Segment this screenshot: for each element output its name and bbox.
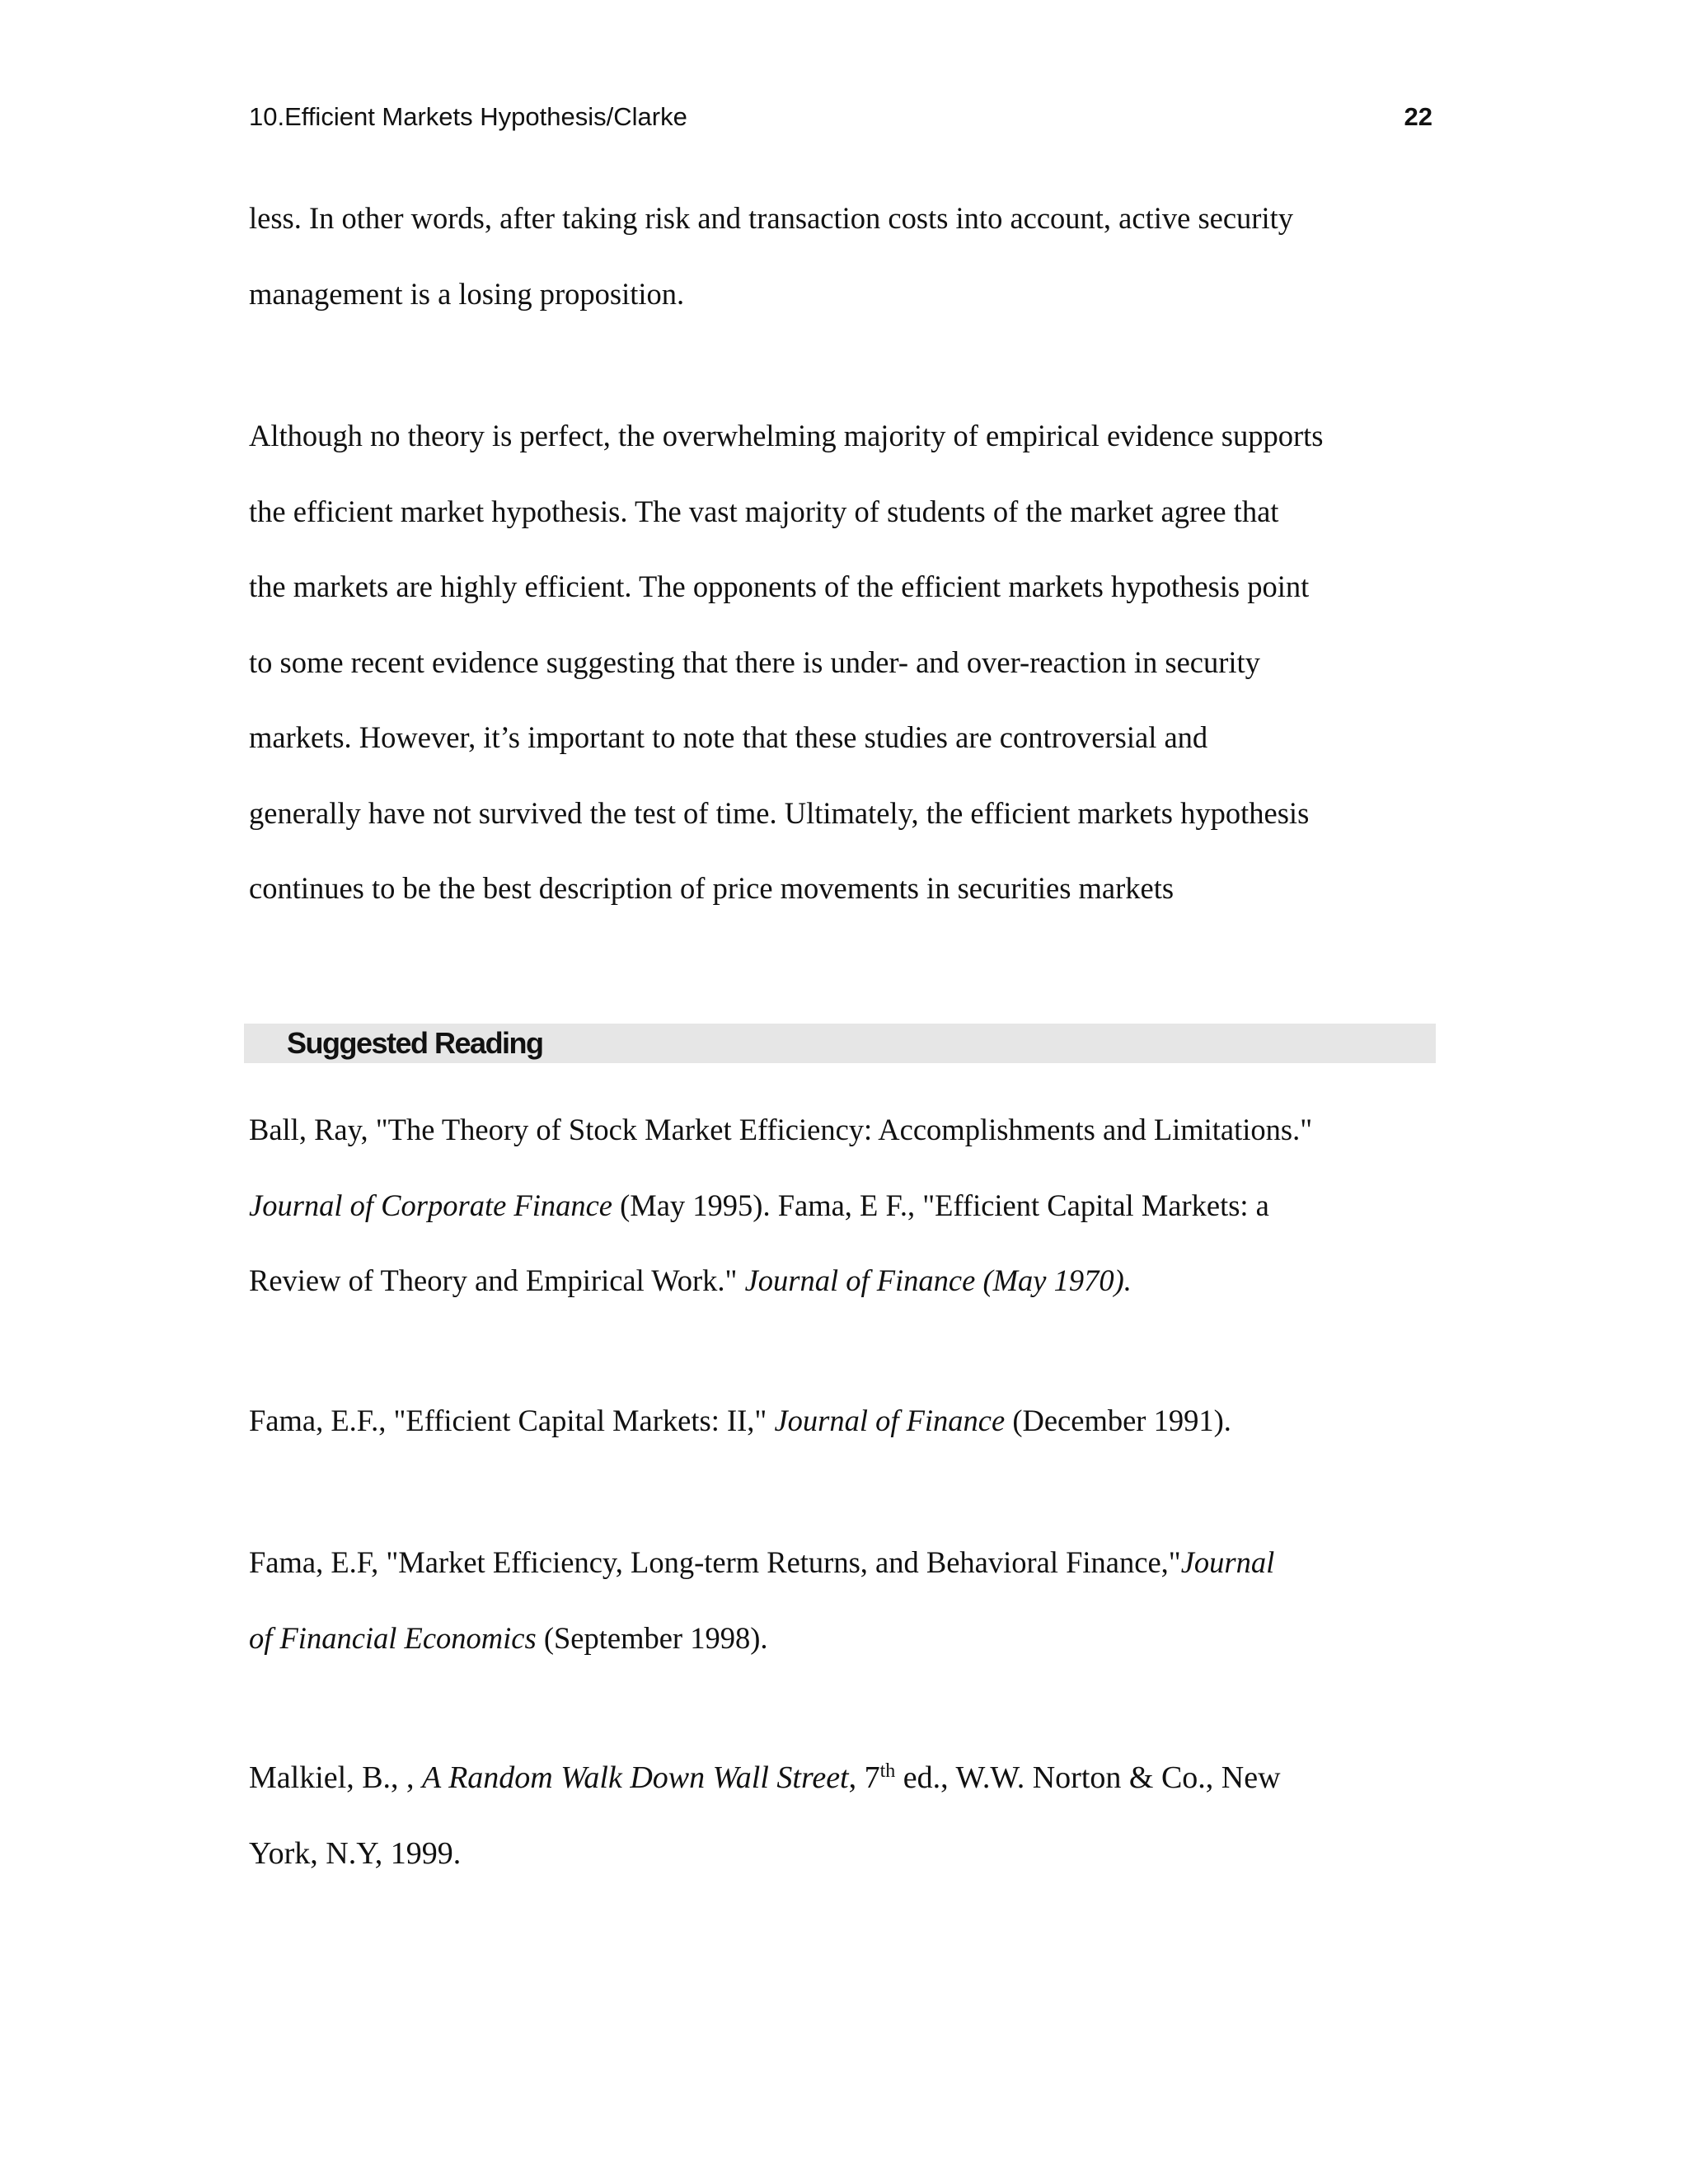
- section-title: Suggested Reading: [287, 1026, 543, 1060]
- reference-text: (December 1991).: [1005, 1404, 1231, 1437]
- paragraph-line: markets. However, it’s important to note that these studies are controversial and: [249, 720, 1208, 754]
- journal-title: Journal of Finance: [774, 1404, 1006, 1437]
- journal-title: Journal: [1180, 1545, 1275, 1579]
- edition-superscript: th: [879, 1760, 896, 1782]
- reference-fama-1991: [249, 1383, 1370, 1459]
- paragraph-line: the markets are highly efficient. The opponents of the efficient markets hypothesis point: [249, 569, 1310, 603]
- reference-line: [249, 1383, 1370, 1459]
- reference-line: Ball, Ray, "The Theory of Stock Market Efficiency: Accomplishments and Limitations.": [249, 1113, 1313, 1146]
- reference-line: [249, 1601, 1370, 1676]
- reference-text: (September 1998).: [536, 1620, 768, 1655]
- paragraph-line: Although no theory is perfect, the overwhelming majority of empirical evidence supports: [249, 419, 1324, 452]
- reference-text: , 7: [848, 1760, 880, 1795]
- reference-line: [249, 1741, 1370, 1816]
- reference-line: [249, 1168, 1370, 1244]
- journal-title: Journal of Finance (May 1970).: [744, 1263, 1132, 1297]
- paragraph-1: [249, 180, 1370, 331]
- reference-ball-1995: [249, 1092, 1370, 1319]
- paragraph-2: [249, 398, 1370, 926]
- journal-title: Journal of Corporate Finance: [249, 1188, 612, 1222]
- reference-line: York, N.Y, 1999.: [249, 1835, 462, 1871]
- paragraph-line: management is a losing proposition.: [249, 276, 685, 311]
- book-title: A Random Walk Down Wall Street: [422, 1760, 849, 1795]
- page-number: 22: [1404, 102, 1432, 131]
- paragraph-line: the efficient market hypothesis. The vast majority of students of the market agree that: [249, 494, 1279, 528]
- reference-malkiel-1999: [249, 1741, 1370, 1891]
- reference-text: ed., W.W. Norton & Co., New: [895, 1760, 1281, 1795]
- reference-text: Review of Theory and Empirical Work.": [249, 1263, 745, 1297]
- paragraph-line: to some recent evidence suggesting that there is under- and over-reaction in security: [249, 644, 1260, 679]
- reference-fama-1998: [249, 1525, 1370, 1675]
- paragraph-line: continues to be the best description of price movements in securities markets: [249, 871, 1175, 905]
- section-heading-bar: [244, 1024, 1436, 1063]
- reference-text: (May 1995). Fama, E F., "Efficient Capital Markets: a: [612, 1188, 1269, 1222]
- paragraph-line: generally have not survived the test of time. Ultimately, the efficient markets hypothesis: [249, 795, 1310, 830]
- paragraph-line: less. In other words, after taking risk and transaction costs into account, active security: [249, 201, 1293, 235]
- running-title: 10.Efficient Markets Hypothesis/Clarke: [249, 102, 687, 131]
- reference-line: [249, 1243, 1370, 1319]
- journal-title: of Financial Economics: [249, 1620, 537, 1655]
- reference-text: Malkiel, B., ,: [249, 1760, 423, 1795]
- page-header: [249, 97, 1432, 137]
- reference-text: Fama, E.F., "Efficient Capital Markets: II,": [249, 1404, 775, 1437]
- reference-text: Fama, E.F, "Market Efficiency, Long-term Returns, and Behavioral Finance,": [249, 1545, 1181, 1579]
- reference-line: [249, 1525, 1370, 1601]
